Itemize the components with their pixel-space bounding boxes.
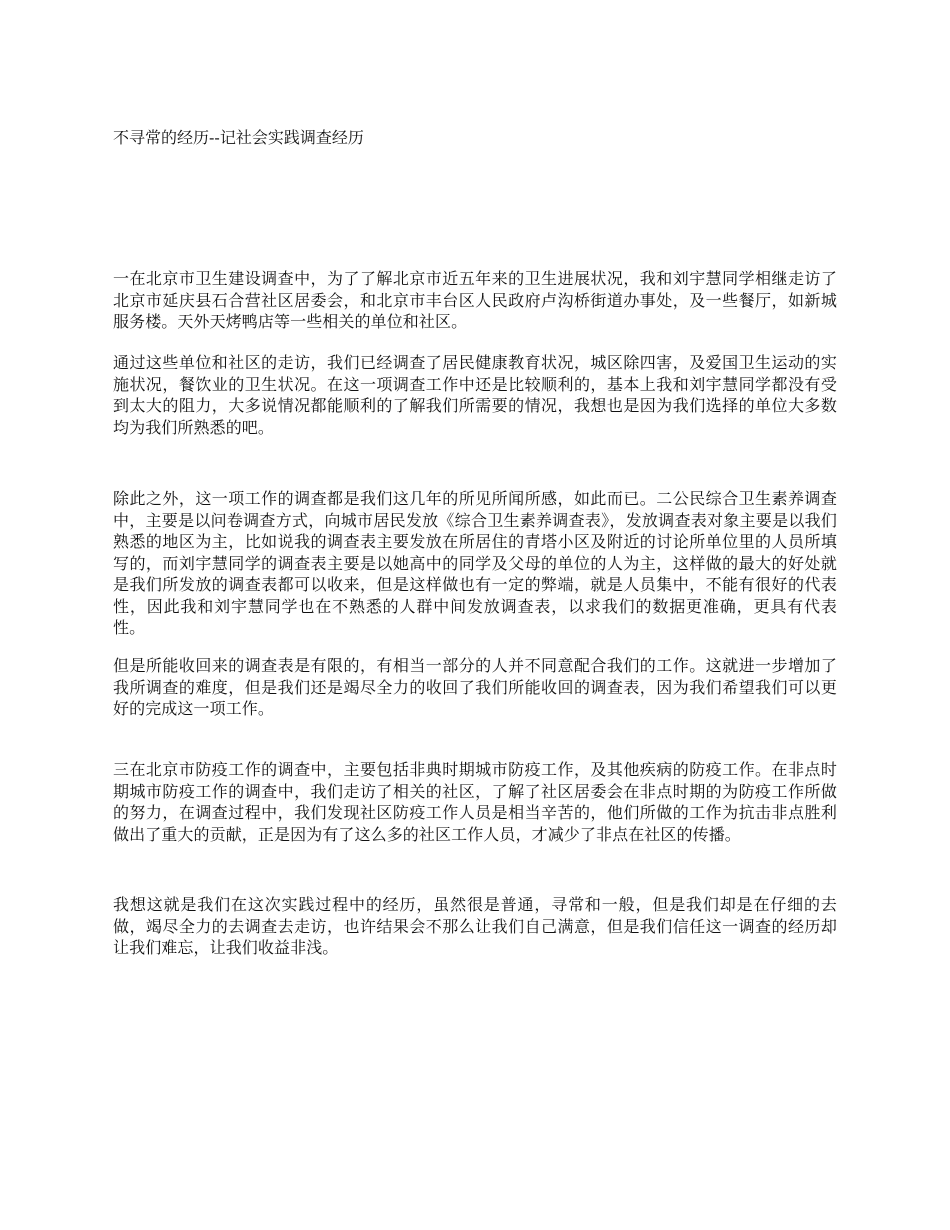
paragraph-1: 一在北京市卫生建设调查中，为了了解北京市近五年来的卫生进展状况，我和刘宇慧同学相继走访了北京市延庆县石合营社区居委会，和北京市丰台区人民政府卢沟桥街道办事处，及一些餐厅，如新城服务楼。天外天烤鸭店等一些相关的单位和社区。 [113,269,837,331]
paragraph-3: 除此之外，这一项工作的调查都是我们这几年的所见所闻所感，如此而已。二公民综合卫生素养调查中，主要是以问卷调查方式，向城市居民发放《综合卫生素养调查表》，发放调查表对象主要是以我们熟悉的地区为主，比如说我的调查表主要发放在所居住的青塔小区及附近的讨论所单位里的人员所填写的，而刘宇慧同学的调查表主要是以她高中的同学及父母的单位的人为主，这样做的最大的好处就是我们所发放的调查表都可以收来，但是这样做也有一定的弊端，就是人员集中，不能有很好的代表性，因此我和刘宇慧同学也在不熟悉的人群中间发放调查表，以求我们的数据更准确，更具有代表性。 [113,489,837,637]
document-title: 不寻常的经历--记社会实践调查经历 [113,128,364,147]
paragraph-2: 通过这些单位和社区的走访，我们已经调查了居民健康教育状况，城区除四害，及爱国卫生运动的实施状况，餐饮业的卫生状况。在这一项调查工作中还是比较顺利的，基本上我和刘宇慧同学都没有受到太大的阻力，大多说情况都能顺利的了解我们所需要的情况，我想也是因为我们选择的单位大多数均为我们所熟悉的吧。 [113,353,837,437]
paragraph-5: 三在北京市防疫工作的调查中，主要包括非典时期城市防疫工作，及其他疾病的防疫工作。在非点时期城市防疫工作的调查中，我们走访了相关的社区，了解了社区居委会在非点时期的为防疫工作所做的努力，在调查过程中，我们发现社区防疫工作人员是相当辛苦的，他们所做的工作为抗击非点胜利做出了重大的贡献，正是因为有了这么多的社区工作人员，才减少了非点在社区的传播。 [113,760,837,844]
paragraph-4: 但是所能收回来的调查表是有限的，有相当一部分的人并不同意配合我们的工作。这就进一步增加了我所调查的难度，但是我们还是竭尽全力的收回了我们所能收回的调查表，因为我们希望我们可以更好的完成这一项工作。 [113,656,837,718]
paragraph-6: 我想这就是我们在这次实践过程中的经历，虽然很是普通，寻常和一般，但是我们却是在仔细的去做，竭尽全力的去调查去走访，也许结果会不那么让我们自己满意，但是我们信任这一调查的经历却让我们难忘，让我们收益非浅。 [113,895,837,957]
